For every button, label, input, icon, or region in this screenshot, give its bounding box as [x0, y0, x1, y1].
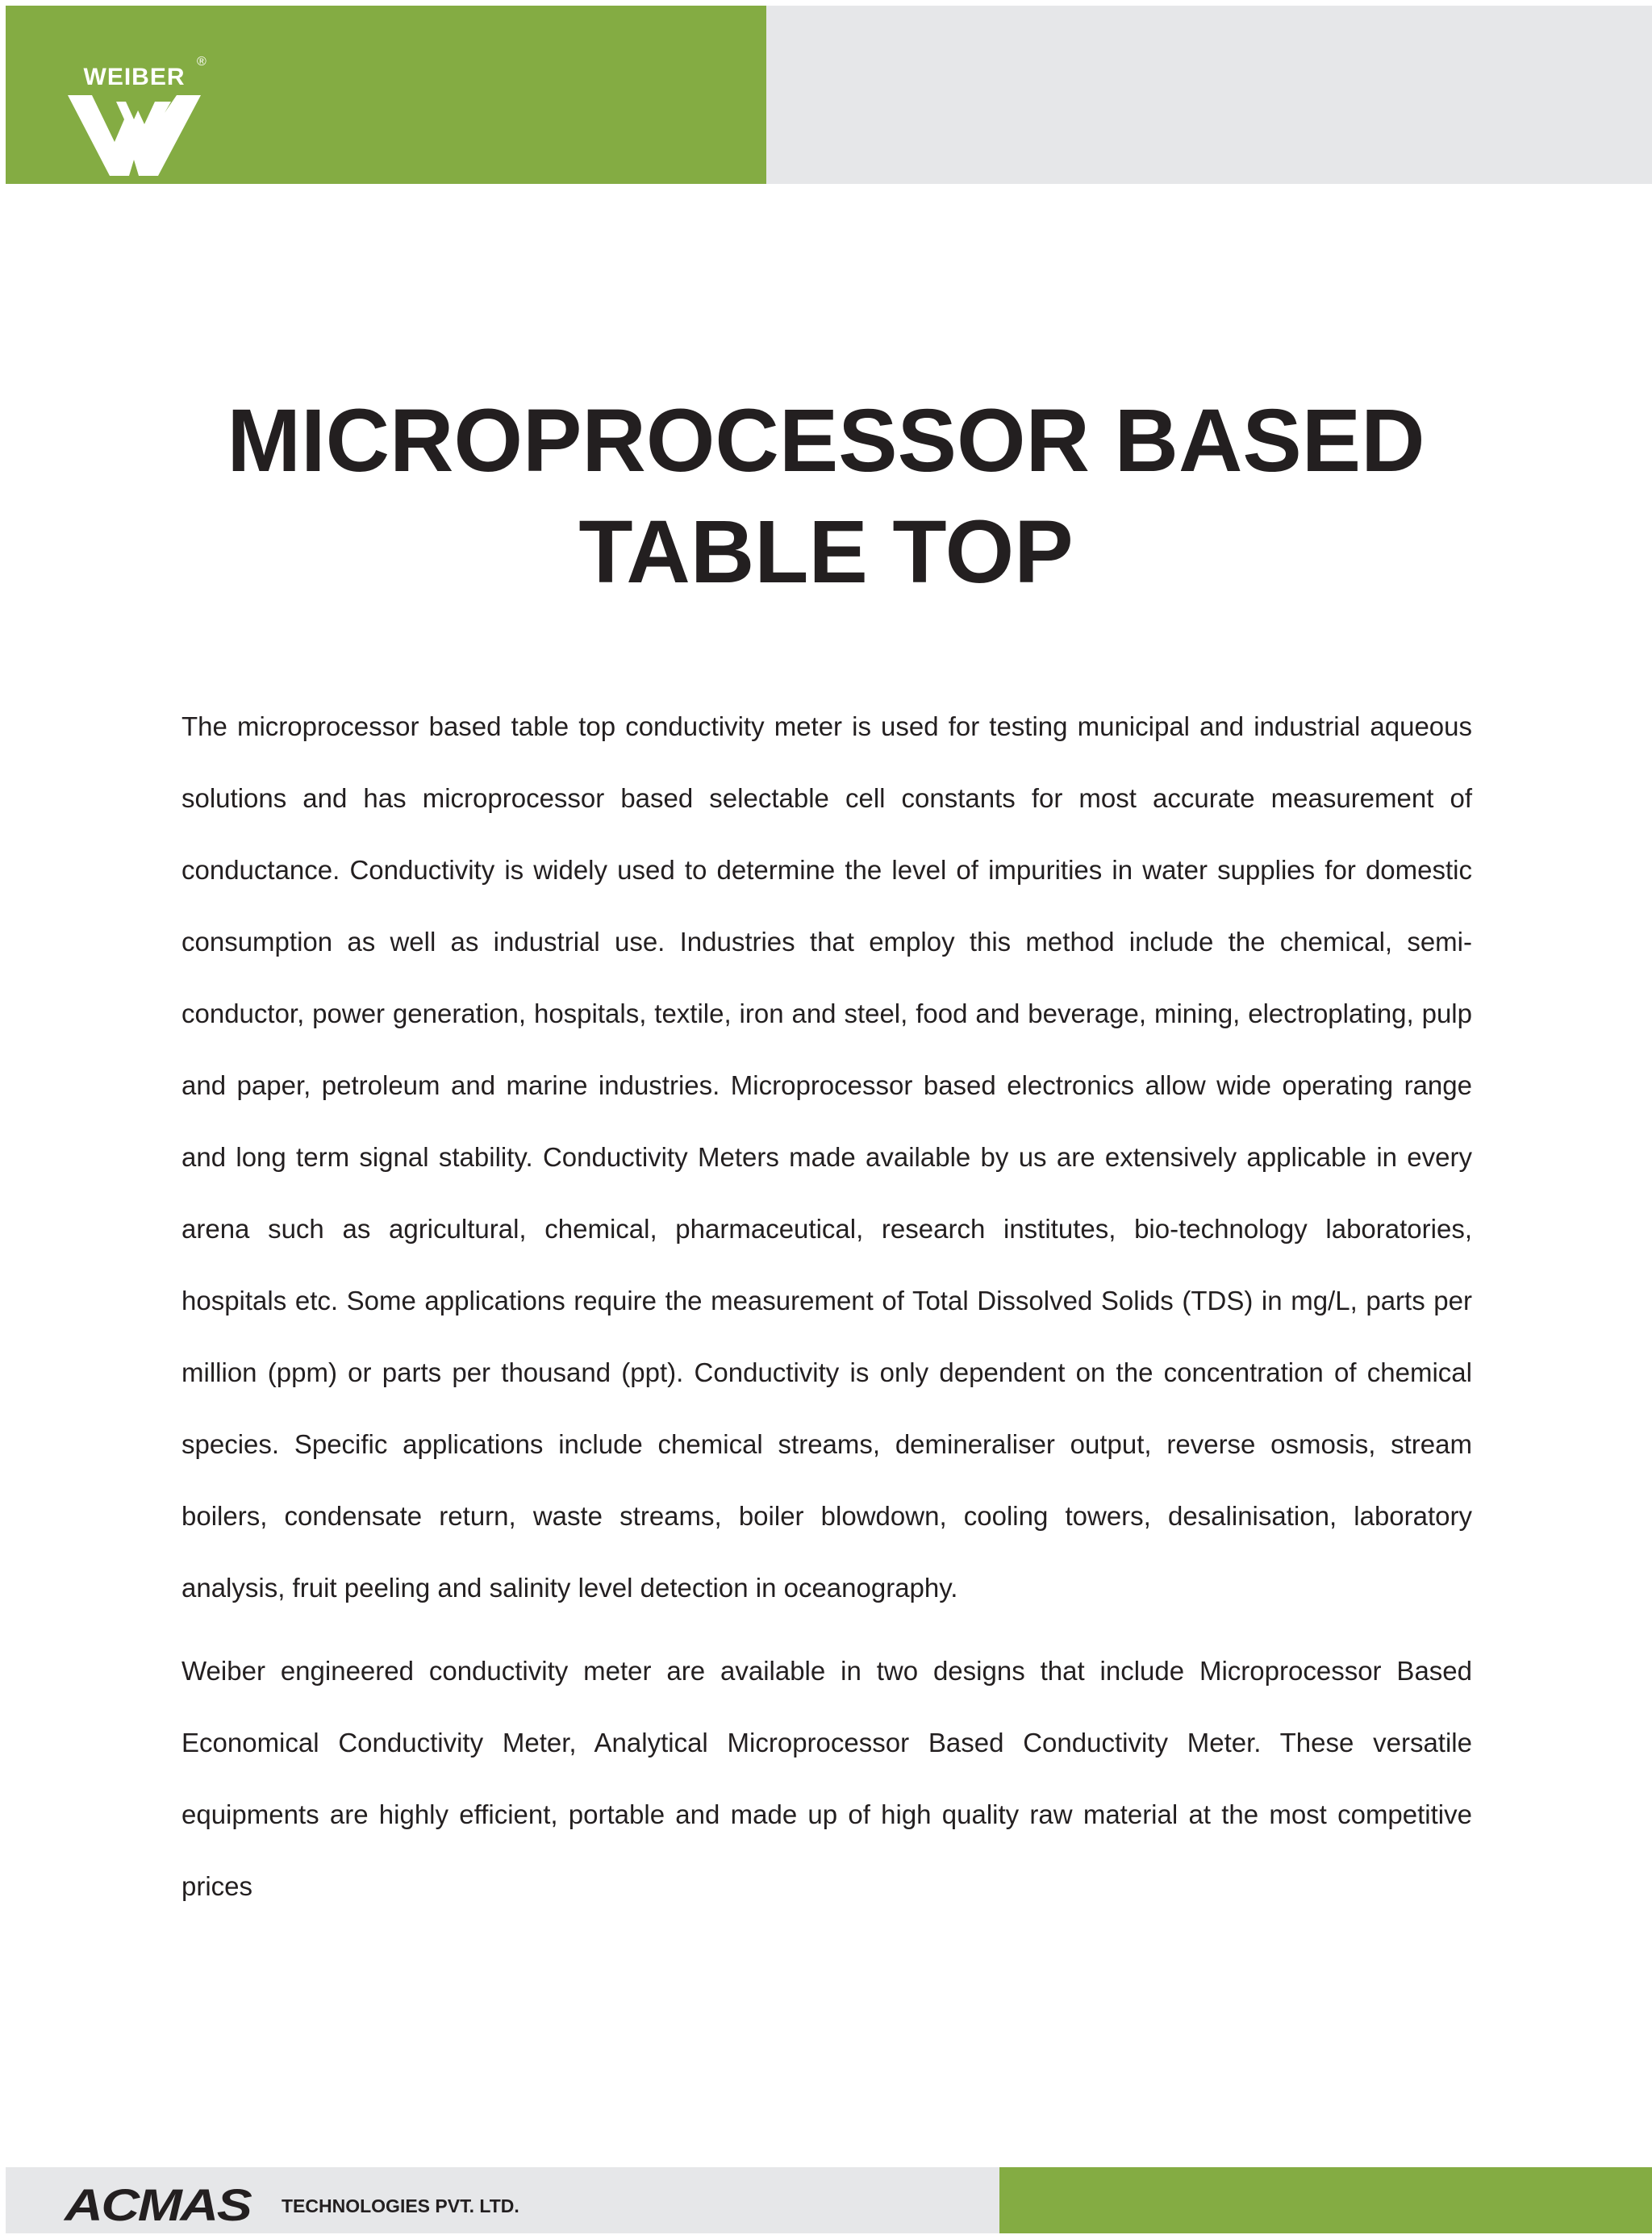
acmas-logo: ACMAS [65, 2179, 251, 2230]
logo-wordmark: WEIBER [83, 64, 186, 90]
description-body [181, 690, 1472, 1922]
page-title [0, 386, 1652, 608]
title-line-1: MICROPROCESSOR BASED [227, 391, 1425, 490]
description-paragraph-1: The microprocessor based table top conductivity meter is used for testing municipal and industrial aqueous solutions and has microprocessor based selectable cell constants for most accurate measurement of conductance. Conductivity is widely used to determine the level of impurities in water supplies for domestic consumption as well as industrial use. Industries that employ this method include the chemical, semi-conductor, power generation, hospitals, textile, iron and steel, food and beverage, mining, electroplating, pulp and paper, petroleum and marine industries. Microprocessor based electronics allow wide operating range and long term signal stability. Conductivity Meters made available by us are extensively applicable in every arena such as agricultural, chemical, pharmaceutical, research institutes, bio-technology laboratories, hospitals etc. Some applications require the measurement of Total Dissolved Solids (TDS) in mg/L, parts per million (ppm) or parts per thousand (ppt). Conductivity is only dependent on the concentration of chemical species. Specific applications include chemical streams, demineraliser output, reverse osmosis, stream boilers, condensate return, waste streams, boiler blowdown, cooling towers, desalinisation, laboratory analysis, fruit peeling and salinity level detection in oceanography. [181, 711, 1472, 1603]
footer-green-band [999, 2167, 1652, 2233]
weiber-w-icon [68, 95, 201, 176]
company-suffix: TECHNOLOGIES PVT. LTD. [282, 2195, 519, 2216]
header-gray-band [766, 6, 1652, 184]
title-line-2: TABLE TOP [578, 502, 1074, 602]
registered-mark: ® [197, 55, 206, 69]
description-paragraph-2: Weiber engineered conductivity meter are available in two designs that include Microprocessor Based Economical Conductivity Meter, Analytical Microprocessor Based Conductivity Meter. These versatile equipments are highly efficient, portable and made up of high quality raw material at the most competitive prices [181, 1656, 1472, 1901]
weiber-logo [68, 56, 205, 177]
